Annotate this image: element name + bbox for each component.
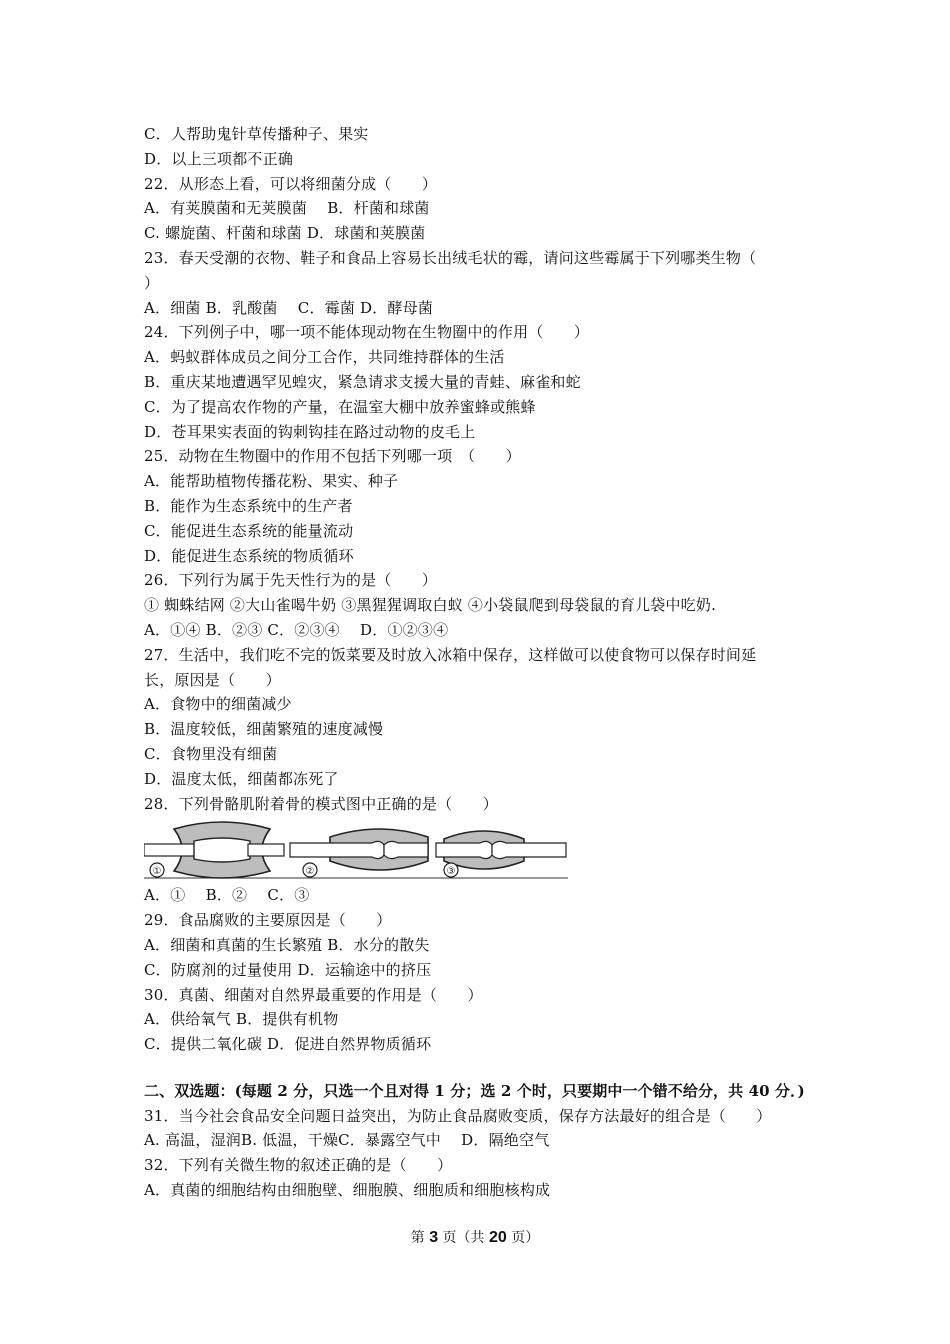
question-line: C．防腐剂的过量使用 D．运输途中的挤压 xyxy=(144,960,432,979)
question-line: C. 螺旋菌、杆菌和球菌 D．球菌和荚膜菌 xyxy=(144,224,426,243)
question-line: ） xyxy=(144,273,160,292)
question-line: 30．真菌、细菌对自然界最重要的作用是（ ） xyxy=(144,985,483,1004)
diagram-3 xyxy=(436,831,566,877)
exam-page xyxy=(144,122,814,1203)
question-line: C．人帮助鬼针草传播种子、果实 xyxy=(144,125,369,143)
footer-suffix: 页） xyxy=(506,1230,540,1246)
question-line: A．有荚膜菌和无荚膜菌 B．杆菌和球菌 xyxy=(144,199,430,218)
question-line: C．为了提高农作物的产量，在温室大棚中放养蜜蜂或熊蜂 xyxy=(144,397,536,416)
bone-joint-1 xyxy=(194,838,250,862)
question-line: 长，原因是（ ） xyxy=(144,670,281,689)
diagram-label-3: ③ xyxy=(446,866,456,878)
diagram-2 xyxy=(290,829,428,877)
question-line: A．供给氧气 B．提供有机物 xyxy=(144,1010,339,1029)
question-line: 24．下列例子中，哪一项不能体现动物在生物圈中的作用（ ） xyxy=(144,323,590,342)
question-line: A．① B．② C．③ xyxy=(144,886,310,905)
question-line: ① 蜘蛛结网 ②大山雀喝牛奶 ③黑猩猩调取白蚁 ④小袋鼠爬到母袋鼠的育儿袋中吃奶. xyxy=(144,596,717,615)
question-line: D．苍耳果实表面的钩刺钩挂在路过动物的皮毛上 xyxy=(144,422,476,441)
diagram-label-2: ② xyxy=(305,866,315,878)
question-line: A．细菌 B．乳酸菌 C．霉菌 D．酵母菌 xyxy=(144,298,434,317)
question-line: C．提供二氧化碳 D．促进自然界物质循环 xyxy=(144,1035,432,1054)
footer-total-pages: 20 xyxy=(489,1229,507,1246)
bone-right-1 xyxy=(248,844,284,856)
question-line: C．能促进生态系统的能量流动 xyxy=(144,521,354,540)
question-line: D．以上三项都不正确 xyxy=(144,149,294,168)
question-line: 29．食品腐败的主要原因是（ ） xyxy=(144,911,392,930)
footer-prefix: 第 xyxy=(410,1230,430,1246)
question-line: A．能帮助植物传播花粉、果实、种子 xyxy=(144,472,399,491)
question-line: 23．春天受潮的衣物、鞋子和食品上容易长出绒毛状的霉，请问这些霉属于下列哪类生物（ xyxy=(144,248,757,267)
question-line: 26．下列行为属于先天性行为的是（ ） xyxy=(144,571,438,590)
question-line: 28．下列骨骼肌附着骨的模式图中正确的是（ ） xyxy=(144,794,498,813)
muscle-bone-diagram xyxy=(144,819,568,881)
question-line: A．细菌和真菌的生长繁殖 B．水分的散失 xyxy=(144,935,430,954)
question-line: A．蚂蚁群体成员之间分工合作，共同维持群体的生活 xyxy=(144,348,505,367)
bone-left-2 xyxy=(290,842,384,859)
question-line: 31．当今社会食品安全问题日益突出，为防止食品腐败变质，保存方法最好的组合是（ ） xyxy=(144,1106,772,1125)
section-title: 二、双选题：(每题 2 分，只选一个且对得 1 分；选 2 个时，只要期中一个错不给分，共 40 分．) xyxy=(144,1081,805,1100)
question-line: A. 高温，湿润B. 低温，干燥C．暴露空气中 D．隔绝空气 xyxy=(144,1131,550,1150)
question-line: A．真菌的细胞结构由细胞壁、细胞膜、细胞质和细胞核构成 xyxy=(144,1181,551,1200)
footer-middle: 页（共 xyxy=(438,1230,489,1246)
bone-right-3 xyxy=(492,842,566,859)
question-line: D．温度太低，细菌都冻死了 xyxy=(144,769,339,788)
question-line: B．能作为生态系统中的生产者 xyxy=(144,496,353,515)
question-line: A．食物中的细菌减少 xyxy=(144,695,292,714)
diagram-1 xyxy=(144,822,284,878)
question-line: D．能促进生态系统的物质循环 xyxy=(144,546,354,565)
question-line: B．重庆某地遭遇罕见蝗灾，紧急请求支援大量的青蛙、麻雀和蛇 xyxy=(144,372,581,391)
question-line: C．食物里没有细菌 xyxy=(144,744,278,763)
section-gap xyxy=(144,1057,814,1079)
bone-left-1 xyxy=(144,844,196,856)
question-line: 32．下列有关微生物的叙述正确的是（ ） xyxy=(144,1156,453,1175)
question-line: B．温度较低，细菌繁殖的速度减慢 xyxy=(144,720,384,739)
page-footer xyxy=(0,1228,950,1248)
question-line: 25．动物在生物圈中的作用不包括下列哪一项 （ ） xyxy=(144,447,521,466)
footer-page-number: 3 xyxy=(429,1229,439,1246)
question-line: 27．生活中，我们吃不完的饭菜要及时放入冰箱中保存，这样做可以使食物可以保存时间延 xyxy=(144,645,757,664)
diagram-label-1: ① xyxy=(152,866,162,878)
question-line: A．①④ B．②③ C．②③④ D．①②③④ xyxy=(144,620,449,639)
bone-right-2 xyxy=(384,842,428,859)
question-line: 22．从形态上看，可以将细菌分成（ ） xyxy=(144,174,438,193)
bone-left-3 xyxy=(436,842,492,859)
